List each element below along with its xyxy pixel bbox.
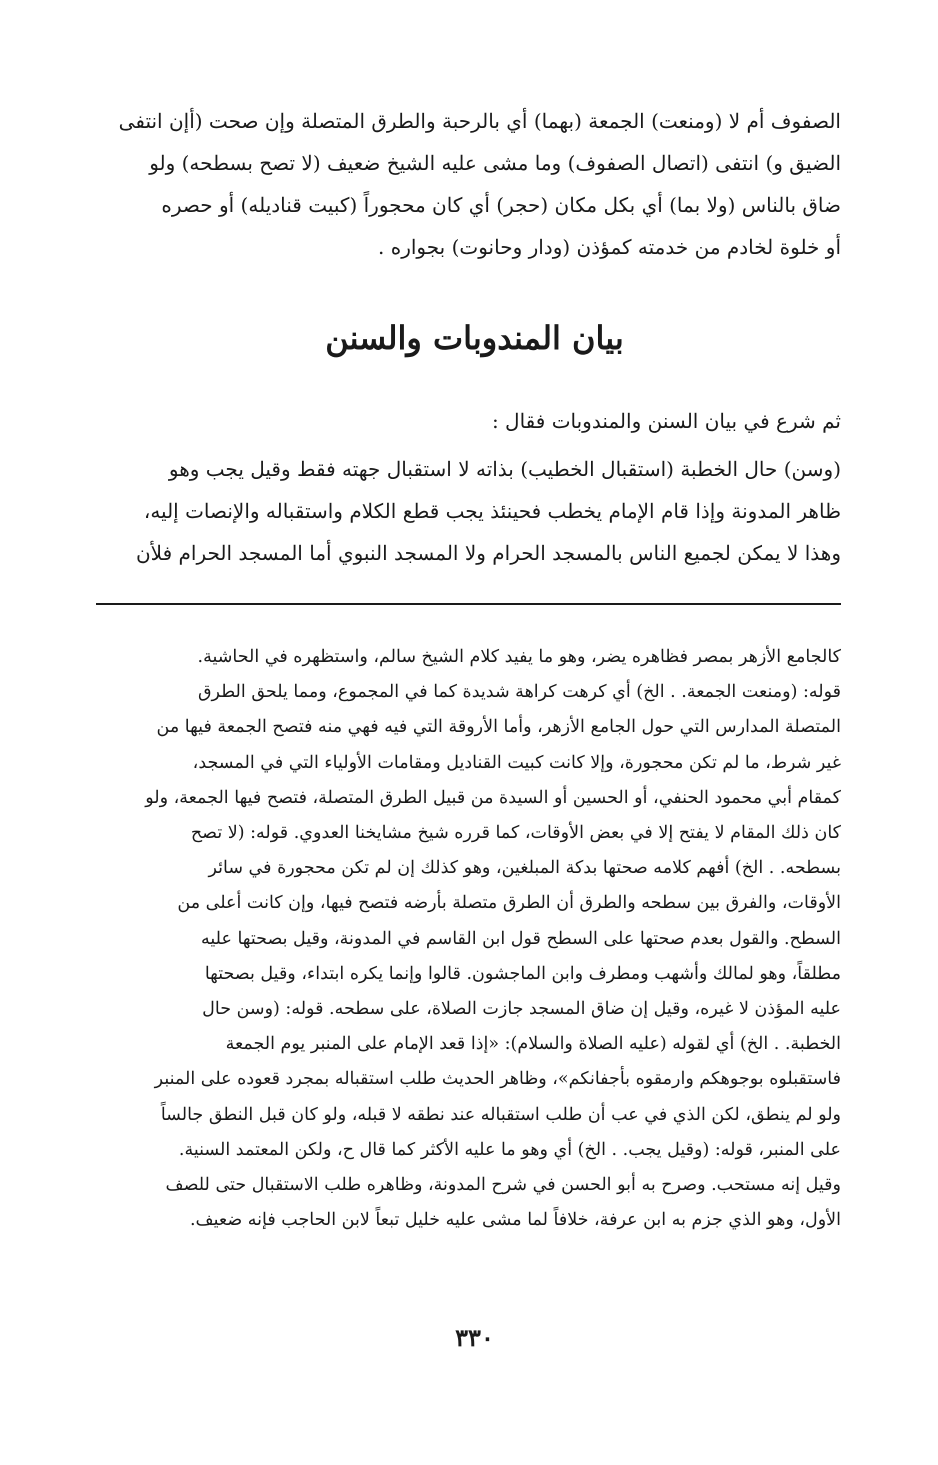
main-line: (وسن) حال الخطبة (استقبال الخطيب) بذاته لا استقبال جهته فقط وقيل يجب وهو bbox=[168, 457, 841, 481]
footnote-line: وقيل إنه مستحب. وصرح به أبو الحسن في شرح المدونة، وظاهره طلب الاستقبال حتى للصف bbox=[165, 1175, 841, 1196]
footnote-line: كان ذلك المقام لا يفتح إلا في بعض الأوقات، كما قرره شيخ مشايخنا العدوي. قوله: (لا تصح bbox=[190, 823, 841, 844]
footnote-line: على المنبر، قوله: (وقيل يجب. . الخ) أي وهو ما عليه الأكثر كما قال ح، ولكن المعتمد السنية. bbox=[178, 1139, 841, 1160]
footnote-line: الخطبة. . الخ) أي لقوله (عليه الصلاة والسلام): «إذا قعد الإمام على المنبر يوم الجمعة bbox=[225, 1034, 841, 1055]
footnote-line: السطح. والقول بعدم صحتها على السطح قول ابن القاسم في المدونة، وقيل بصحتها عليه bbox=[201, 928, 841, 949]
footnote-line: المتصلة المدارس التي حول الجامع الأزهر، وأما الأروقة التي فيه فهي منه فتصح الجمعة فيها من bbox=[156, 717, 841, 738]
main-line: ضاق بالناس (ولا بما) أي بكل مكان (حجر) أي كان محجوراً (كبيت قناديله) أو حصره bbox=[161, 193, 841, 217]
footnote-divider bbox=[96, 603, 841, 605]
footnote-line: قوله: (ومنعت الجمعة. . الخ) أي كرهت كراهة شديدة كما في المجموع، ومما يلحق الطرق bbox=[197, 682, 841, 703]
footnotes-block bbox=[108, 640, 841, 1238]
main-line: وهذا لا يمكن لجميع الناس بالمسجد الحرام ولا المسجد النبوي أما المسجد الحرام فلأن bbox=[135, 541, 841, 565]
section-heading: بيان المندوبات والسنن bbox=[325, 319, 624, 357]
main-line: أو خلوة لخادم من خدمته كمؤذن (ودار وحانوت) بجواره . bbox=[378, 235, 841, 259]
footnote-line: كالجامع الأزهر بمصر فظاهره يضر، وهو ما يفيد كلام الشيخ سالم، واستظهره في الحاشية. bbox=[197, 647, 841, 667]
footnote-line: ولو لم ينطق، لكن الذي في عب أن طلب استقباله عند نطقه لا قبله، ولو كان قبل النطق جالساً bbox=[160, 1104, 841, 1125]
main-line: الضيق و) انتفى (اتصال الصفوف) وما مشى عليه الشيخ ضعيف (لا تصح بسطحه) ولو bbox=[149, 151, 841, 175]
footnote-line: الأوقات، والفرق بين سطحه والطرق أن الطرق متصلة بأرضه فتصح فيها، وإن كانت أعلى من bbox=[177, 893, 841, 914]
footnote-line: كمقام أبي محمود الحنفي، أو الحسين أو السيدة من قبيل الطرق المتصلة، فتصح فيها الجمعة، ولو bbox=[145, 787, 841, 808]
footnote-line: مطلقاً، وهو لمالك وأشهب ومطرف وابن الماجشون. قالوا وإنما يكره ابتداء، وقيل بصحتها bbox=[204, 963, 841, 984]
footnote-line: عليه المؤذن لا غيره، وقيل إن ضاق المسجد جازت الصلاة، على سطحه. قوله: (وسن حال bbox=[202, 999, 841, 1020]
main-text-block-1 bbox=[108, 100, 841, 268]
section-intro: ثم شرع في بيان السنن والمندوبات فقال : bbox=[491, 409, 841, 433]
main-line: الصفوف أم لا (ومنعت) الجمعة (بهما) أي بالرحبة والطرق المتصلة وإن صحت (أإن انتفى bbox=[118, 109, 841, 133]
footnote-line: بسطحه. . الخ) أفهم كلامه صحتها بدكة المبلغين، وهو كذلك إن لم تكن محجورة في سائر bbox=[208, 858, 841, 879]
page-number: ٣٣٠ bbox=[455, 1323, 494, 1352]
main-line: ظاهر المدونة وإذا قام الإمام يخطب فحينئذ يجب قطع الكلام واستقباله والإنصات إليه، bbox=[143, 499, 841, 523]
footnote-line: الأول، وهو الذي جزم به ابن عرفة، خلافاً لما مشى عليه خليل تبعاً لابن الحاجب فإنه ضعيف. bbox=[189, 1210, 841, 1231]
main-text-block-2 bbox=[108, 448, 841, 574]
footnote-line: فاستقبلوه بوجوهكم وارمقوه بأجفانكم»، وظاهر الحديث طلب استقباله بمجرد قعوده على المنبر bbox=[154, 1069, 841, 1090]
footnote-line: غير شرط، ما لم تكن محجورة، وإلا كانت كبيت القناديل ومقامات الأولياء التي في المسجد، bbox=[192, 752, 841, 773]
